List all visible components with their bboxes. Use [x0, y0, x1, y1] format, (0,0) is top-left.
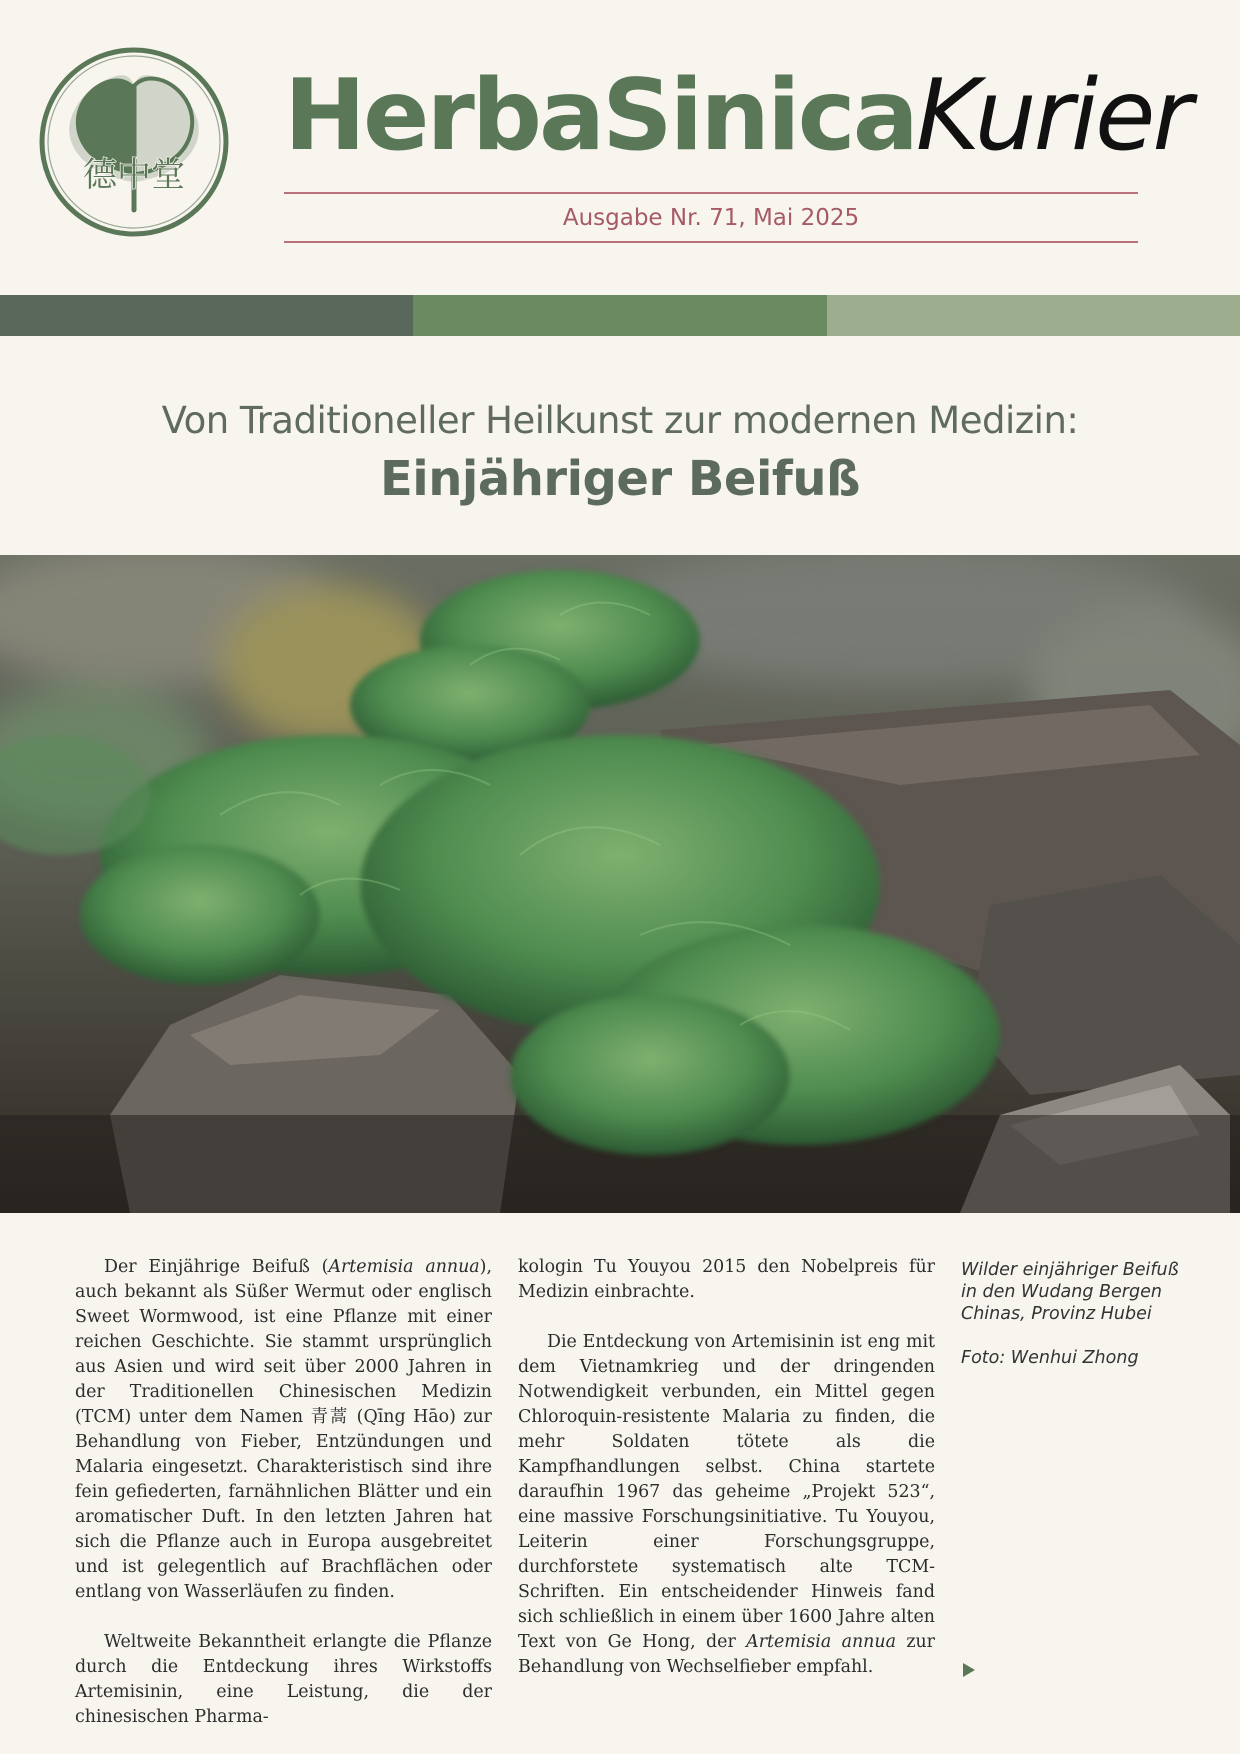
article-paragraph-3: Die Entdeckung von Artemisinin ist eng mit dem Vietnamkrieg und der dringenden Notwendigkeit verbunden, ein Mittel gegen Chloroquin-resistente Malaria zu finden, die mehr Soldaten tötete als die Kampfhandlungen selbst. China startete daraufhin 1967 das geheime „Projekt 523“, eine massive Forschungsinitiative. Tu Youyou, Leiterin einer Forschungsgruppe, durchforstete systematisch alte TCM-Schriften. Ein entscheidender Hinweis fand sich schließlich in einem über 1600 Jahre alten Text von Ge Hong, der Artemisia annua zur Behandlung von Wechselfieber empfahl. — [518, 1332, 935, 1677]
plant-photo — [0, 555, 1240, 1213]
band-mid — [413, 295, 826, 336]
headline-kicker: Von Traditioneller Heilkunst zur modernen Medizin: — [161, 399, 1079, 442]
logo-characters: 德中堂 — [83, 155, 185, 195]
masthead-title — [284, 56, 1190, 176]
species-name: Artemisia annua — [746, 1632, 896, 1652]
masthead-brand: HerbaSinica — [284, 59, 916, 173]
photo-credit: Foto: Wenhui Zhong — [961, 1348, 1139, 1368]
article-column-1 — [75, 1255, 492, 1730]
caption-text: Wilder einjähriger Beifuß in den Wudang Bergen Chinas, Provinz Hubei — [961, 1260, 1179, 1324]
headline — [0, 396, 1240, 512]
issue-rule-bottom — [284, 241, 1138, 243]
issue-rule-top — [284, 192, 1138, 194]
masthead-kurier: Kurier — [915, 59, 1190, 173]
ginkgo-leaf-icon — [34, 42, 234, 242]
color-bands — [0, 295, 1240, 336]
article-paragraph-2-cont: kologin Tu Youyou 2015 den Nobelpreis für Medizin einbrachte. — [518, 1257, 935, 1302]
article-paragraph-2: Weltweite Bekanntheit erlangte die Pflanze durch die Entdeckung ihres Wirkstoffs Artemisinin, eine Leistung, die der chinesischen Pharma- — [75, 1632, 492, 1727]
band-dark — [0, 295, 413, 336]
band-light — [827, 295, 1240, 336]
photo-caption — [961, 1259, 1186, 1369]
species-name: Artemisia annua — [328, 1257, 480, 1277]
issue-line: Ausgabe Nr. 71, Mai 2025 — [562, 205, 860, 231]
play-arrow-icon — [961, 1661, 977, 1679]
article-paragraph-1: Der Einjährige Beifuß (Artemisia annua), auch bekannt als Süßer Wermut oder englisch Sweet Wormwood, ist eine Pflanze mit einer reichen Geschichte. Sie stammt ursprünglich aus Asien und wird seit über 2000 Jahren in der Traditionellen Chinesischen Medizin (TCM) unter dem Namen 青蒿 (Qīng Hāo) zur Behandlung von Fieber, Entzündungen und Malaria eingesetzt. Charakteristisch sind ihre fein gefiederten, farnähnlichen Blätter und ein aromatischer Duft. In den letzten Jahren hat sich die Pflanze auch in Europa ausgebreitet und ist gelegentlich auf Brachflächen oder entlang von Wasserläufen zu finden. — [75, 1257, 492, 1602]
headline-title: Einjähriger Beifuß — [379, 451, 861, 507]
article-column-2 — [518, 1255, 935, 1680]
